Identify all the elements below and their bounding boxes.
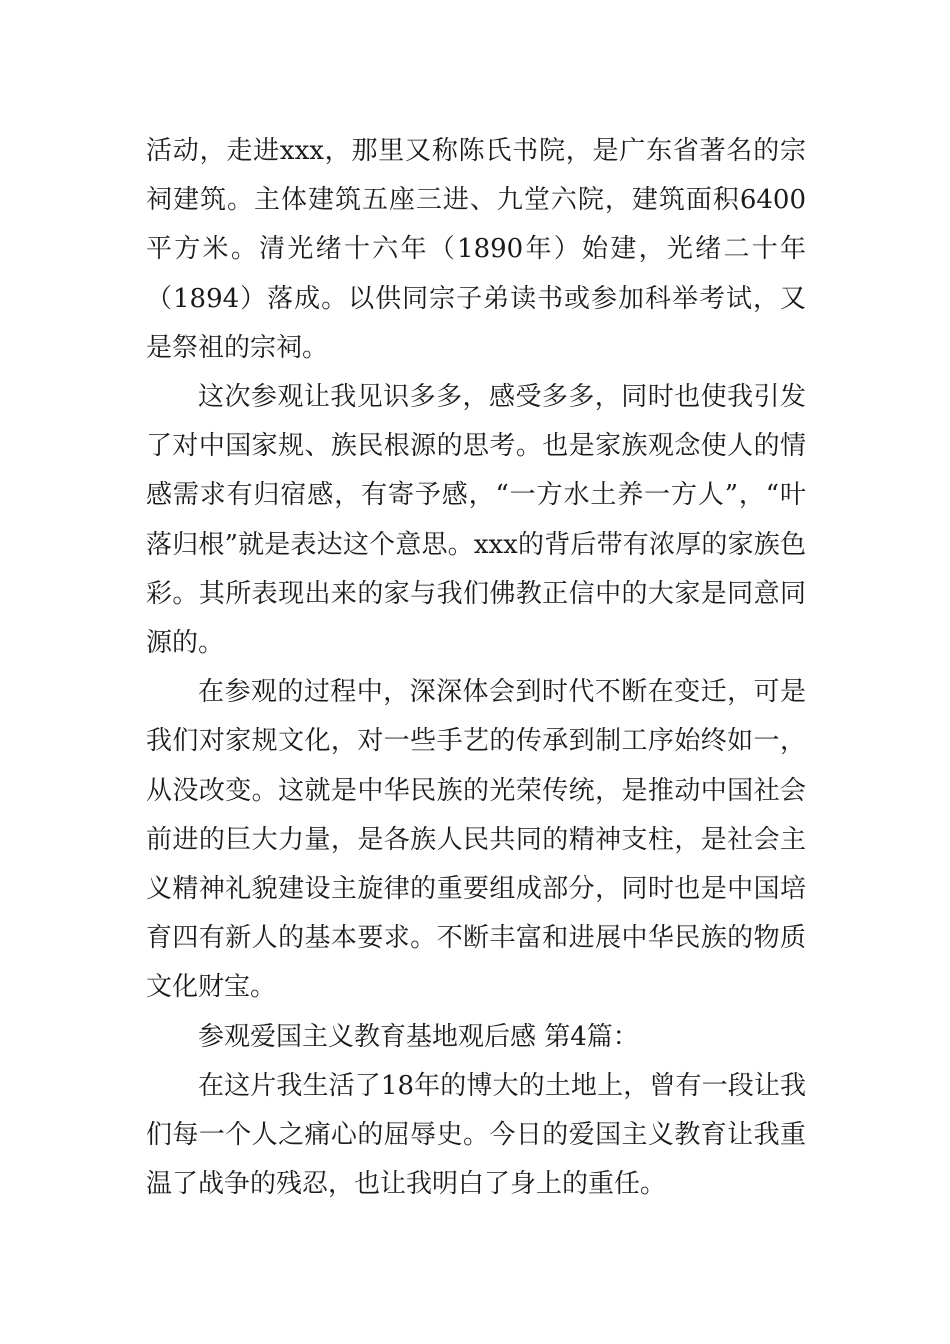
section-heading: 参观爱国主义教育基地观后感 第4篇： bbox=[198, 1021, 639, 1052]
paragraph-continued: 活动，走进xxx，那里又称陈氏书院，是广东省著名的宗祠建筑。主体建筑五座三进、九堂六院，建筑面积6400平方米。清光绪十六年（1890年）始建，光绪二十年（1894）落成。以供同宗子弟读书或参加科举考试，又是祭祖的宗祠。 bbox=[146, 136, 806, 363]
document-body bbox=[146, 127, 806, 1209]
section-paragraph: 在这片我生活了18年的博大的土地上，曾有一段让我们每一个人之痛心的屈辱史。今日的爱国主义教育让我重温了战争的残忍，也让我明白了身上的重任。 bbox=[146, 1070, 806, 1200]
paragraph-tradition: 在参观的过程中，深深体会到时代不断在变迁，可是我们对家规文化，对一些手艺的传承到制工序始终如一，从没改变。这就是中华民族的光荣传统，是推动中国社会前进的巨大力量，是各族人民共同的精神支柱，是社会主义精神礼貌建设主旋律的重要组成部分，同时也是中国培育四有新人的基本要求。不断丰富和进展中华民族的物质文化财宝。 bbox=[146, 677, 806, 1003]
paragraph-reflection: 这次参观让我见识多多，感受多多，同时也使我引发了对中国家规、族民根源的思考。也是家族观念使人的情感需求有归宿感，有寄予感，“一方水土养一方人”，“叶落归根”就是表达这个意思。xxx的背后带有浓厚的家族色彩。其所表现出来的家与我们佛教正信中的大家是同意同源的。 bbox=[146, 382, 806, 659]
